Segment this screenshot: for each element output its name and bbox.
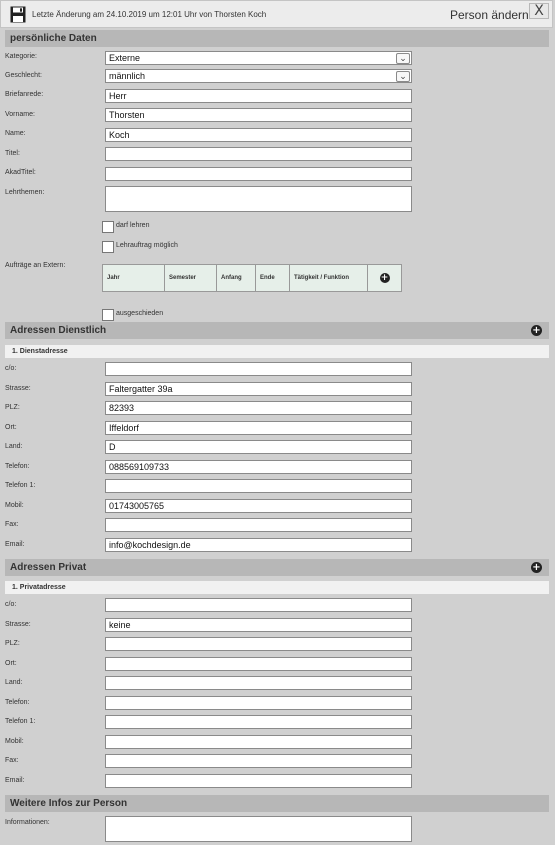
- lehrthemen-label: Lehrthemen:: [5, 189, 45, 196]
- privat-co-label: c/o:: [5, 601, 17, 608]
- privat-plz-input[interactable]: [105, 637, 412, 651]
- column-header-ende[interactable]: Ende: [256, 265, 290, 291]
- privat-telefon-input[interactable]: [105, 696, 412, 710]
- dienst-mobil-label: Mobil:: [5, 502, 24, 509]
- title-bar: [0, 0, 553, 28]
- dienst-co-label: c/o:: [5, 365, 17, 372]
- add-dienstadresse-plus-icon[interactable]: +: [532, 325, 541, 336]
- dienst-plz-input[interactable]: 82393: [105, 401, 412, 415]
- akadtitel-label: AkadTitel:: [5, 169, 36, 176]
- dienst-strasse-label: Strasse:: [5, 385, 31, 392]
- privat-email-label: Email:: [5, 777, 25, 784]
- auftraege-label: Aufträge an Extern:: [5, 262, 66, 269]
- privat-mobil-input[interactable]: [105, 735, 412, 749]
- privat-fax-label: Fax:: [5, 757, 19, 764]
- name-label: Name:: [5, 130, 26, 137]
- auftraege-table: [102, 264, 402, 292]
- ausgeschieden-label: ausgeschieden: [116, 310, 164, 317]
- close-button[interactable]: X: [529, 3, 549, 19]
- privat-land-label: Land:: [5, 679, 23, 686]
- geschlecht-label: Geschlecht:: [5, 72, 42, 79]
- vorname-label: Vorname:: [5, 111, 35, 118]
- dienst-fax-input[interactable]: [105, 518, 412, 532]
- dialog-title: Person ändern: [450, 8, 529, 22]
- kategorie-label: Kategorie:: [5, 53, 37, 60]
- privat-land-input[interactable]: [105, 676, 412, 690]
- geschlecht-select[interactable]: männlich ⌄: [105, 69, 412, 83]
- privat-telefon1-input[interactable]: [105, 715, 412, 729]
- privat-ort-input[interactable]: [105, 657, 412, 671]
- vorname-input[interactable]: Thorsten: [105, 108, 412, 122]
- section-adressen-privat: Adressen Privat: [5, 559, 549, 576]
- chevron-down-icon: ⌄: [396, 53, 410, 64]
- dienst-land-input[interactable]: D: [105, 440, 412, 454]
- chevron-down-icon: ⌄: [396, 71, 410, 82]
- kategorie-select[interactable]: Externe ⌄: [105, 51, 412, 65]
- dienst-fax-label: Fax:: [5, 521, 19, 528]
- dienst-telefon-label: Telefon:: [5, 463, 30, 470]
- column-header-taetigkeit[interactable]: Tätigkeit / Funktion: [290, 265, 368, 291]
- dienst-email-input[interactable]: info@kochdesign.de: [105, 538, 412, 552]
- lehrauftrag-label: Lehrauftrag möglich: [116, 242, 178, 249]
- column-header-anfang[interactable]: Anfang: [217, 265, 256, 291]
- darf-lehren-label: darf lehren: [116, 222, 150, 229]
- plus-icon[interactable]: +: [380, 273, 389, 283]
- column-header-semester[interactable]: Semester: [165, 265, 217, 291]
- dienst-telefon1-label: Telefon 1:: [5, 482, 36, 489]
- dienst-land-label: Land:: [5, 443, 23, 450]
- dienst-co-input[interactable]: [105, 362, 412, 376]
- dienstadresse-subheader: 1. Dienstadresse: [5, 345, 549, 358]
- save-icon[interactable]: [10, 6, 26, 23]
- lehrauftrag-checkbox[interactable]: [102, 241, 114, 253]
- informationen-label: Informationen:: [5, 819, 50, 826]
- lehrthemen-textarea[interactable]: [105, 186, 412, 212]
- privat-telefon-label: Telefon:: [5, 699, 30, 706]
- dienst-telefon1-input[interactable]: [105, 479, 412, 493]
- last-modified-info: Letzte Änderung am 24.10.2019 um 12:01 Uhr von Thorsten Koch: [32, 10, 267, 19]
- add-auftrag-cell: [368, 265, 401, 291]
- privat-telefon1-label: Telefon 1:: [5, 718, 36, 725]
- name-input[interactable]: Koch: [105, 128, 412, 142]
- privat-strasse-input[interactable]: keine: [105, 618, 412, 632]
- dienst-email-label: Email:: [5, 541, 25, 548]
- briefanrede-input[interactable]: Herr: [105, 89, 412, 103]
- ausgeschieden-checkbox[interactable]: [102, 309, 114, 321]
- titel-input[interactable]: [105, 147, 412, 161]
- column-header-jahr[interactable]: Jahr: [103, 265, 165, 291]
- privat-co-input[interactable]: [105, 598, 412, 612]
- informationen-textarea[interactable]: [105, 816, 412, 842]
- akadtitel-input[interactable]: [105, 167, 412, 181]
- darf-lehren-checkbox[interactable]: [102, 221, 114, 233]
- privat-fax-input[interactable]: [105, 754, 412, 768]
- dienst-telefon-input[interactable]: 088569109733: [105, 460, 412, 474]
- dienst-plz-label: PLZ:: [5, 404, 20, 411]
- dienst-strasse-input[interactable]: Faltergatter 39a: [105, 382, 412, 396]
- privat-plz-label: PLZ:: [5, 640, 20, 647]
- privat-email-input[interactable]: [105, 774, 412, 788]
- add-privatadresse-plus-icon[interactable]: +: [532, 562, 541, 573]
- section-adressen-dienstlich: Adressen Dienstlich: [5, 322, 549, 339]
- privat-strasse-label: Strasse:: [5, 621, 31, 628]
- dienst-ort-input[interactable]: Iffeldorf: [105, 421, 412, 435]
- privatadresse-subheader: 1. Privatadresse: [5, 581, 549, 594]
- titel-label: Titel:: [5, 150, 20, 157]
- privat-ort-label: Ort:: [5, 660, 17, 667]
- privat-mobil-label: Mobil:: [5, 738, 24, 745]
- section-personal-data: persönliche Daten: [5, 30, 549, 47]
- dienst-mobil-input[interactable]: 01743005765: [105, 499, 412, 513]
- briefanrede-label: Briefanrede:: [5, 91, 44, 98]
- dienst-ort-label: Ort:: [5, 424, 17, 431]
- section-weitere-infos: Weitere Infos zur Person: [5, 795, 549, 812]
